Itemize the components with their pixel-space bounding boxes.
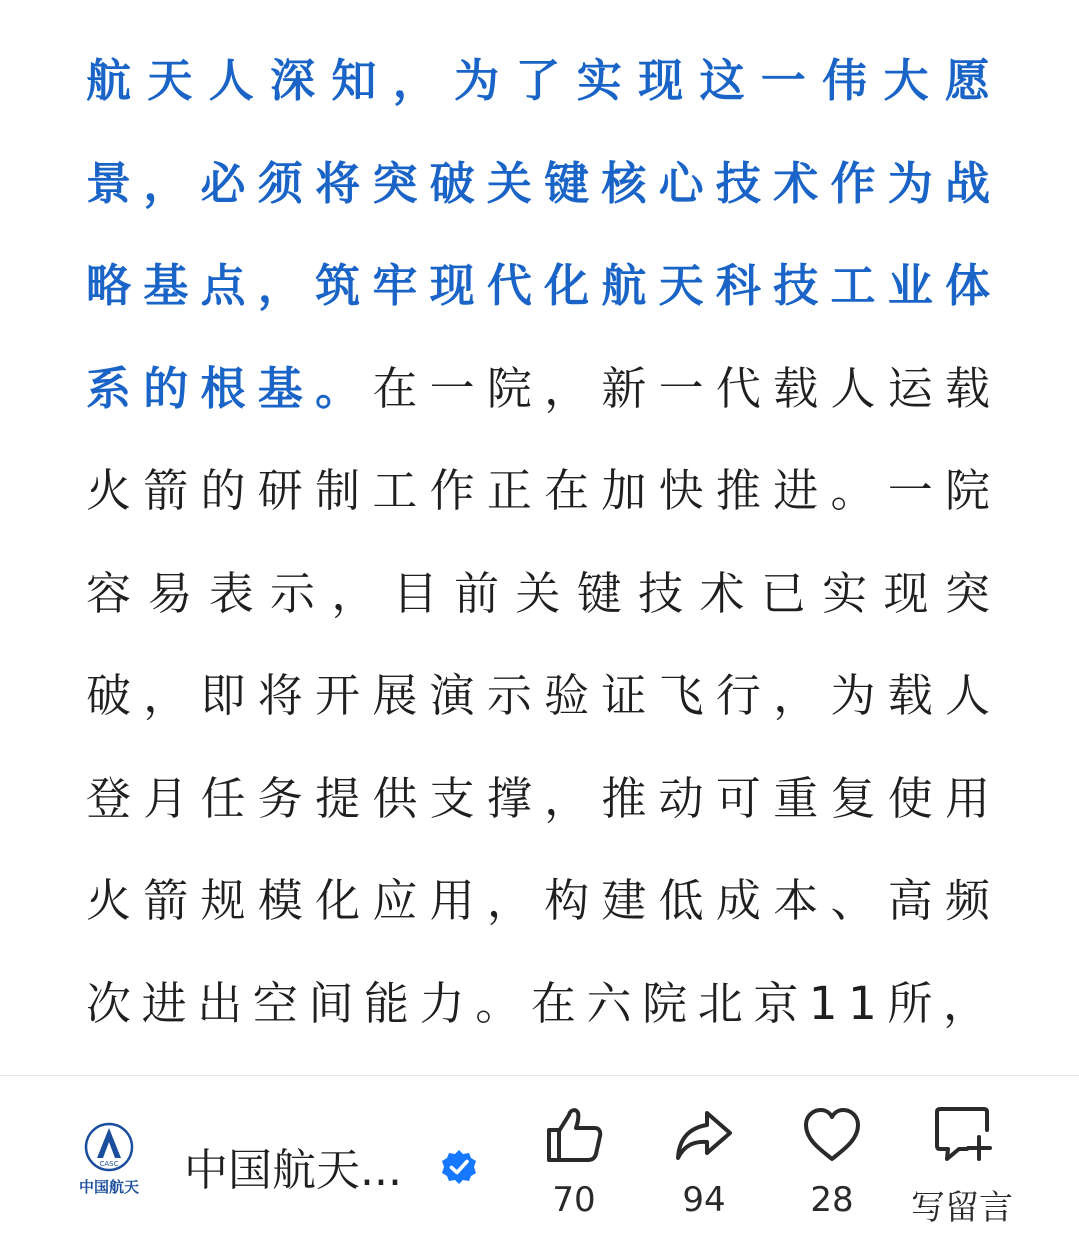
article-line: 火 箭 的 研 制 工 作 正 在 加 快 推 进 。 一 院 bbox=[86, 464, 990, 517]
comment-add-icon bbox=[931, 1104, 993, 1166]
account-logo[interactable] bbox=[76, 1122, 142, 1202]
article-line: 略 基 点 ， 筑 牢 现 代 化 航 天 科 技 工 业 体 bbox=[86, 259, 990, 312]
logo-text: 中国航天 bbox=[78, 1178, 139, 1196]
bottom-action-bar bbox=[0, 1075, 1079, 1252]
article-line: 火 箭 规 模 化 应 用 ， 构 建 低 成 本 、 高 频 bbox=[86, 874, 990, 927]
article-line: 航 天 人 深 知 ， 为 了 实 现 这 一 伟 大 愿 bbox=[86, 54, 990, 107]
account-name[interactable]: 中国航天... bbox=[184, 1145, 402, 1196]
comment-label: 写留言 bbox=[911, 1188, 1013, 1228]
share-count: 94 bbox=[682, 1180, 726, 1220]
logo-mark-text: CASC bbox=[99, 1160, 119, 1168]
article-body bbox=[86, 30, 990, 1055]
article-line: 景 ， 必 须 将 突 破 关 键 核 心 技 术 作 为 战 bbox=[86, 156, 990, 210]
account-info[interactable] bbox=[76, 1122, 496, 1202]
verified-badge-icon bbox=[440, 1148, 478, 1186]
article-line: 次 进 出 空 间 能 力 。 在 六 院 北 京 1 1 所 ， bbox=[86, 976, 989, 1030]
share-arrow-icon bbox=[673, 1104, 735, 1166]
article-line: 破 ， 即 将 开 展 演 示 验 证 飞 行 ， 为 载 人 bbox=[86, 669, 990, 722]
heart-icon bbox=[801, 1104, 863, 1166]
article-line: 登 月 任 务 提 供 支 撑 ， 推 动 可 重 复 使 用 bbox=[86, 771, 990, 825]
like-button[interactable] bbox=[519, 1104, 629, 1234]
article-line: 系 的 根 基 。 在 一 院 ， 新 一 代 载 人 运 载 bbox=[86, 361, 990, 415]
thumbs-up-icon bbox=[543, 1104, 605, 1166]
share-button[interactable] bbox=[649, 1104, 759, 1234]
casc-logo-icon bbox=[84, 1122, 134, 1172]
article-line: 容 易 表 示 ， 目 前 关 键 技 术 已 实 现 突 bbox=[86, 566, 990, 620]
like-count: 70 bbox=[552, 1180, 596, 1220]
favorite-count: 28 bbox=[810, 1180, 854, 1220]
comment-button[interactable] bbox=[907, 1104, 1017, 1234]
favorite-button[interactable] bbox=[777, 1104, 887, 1234]
